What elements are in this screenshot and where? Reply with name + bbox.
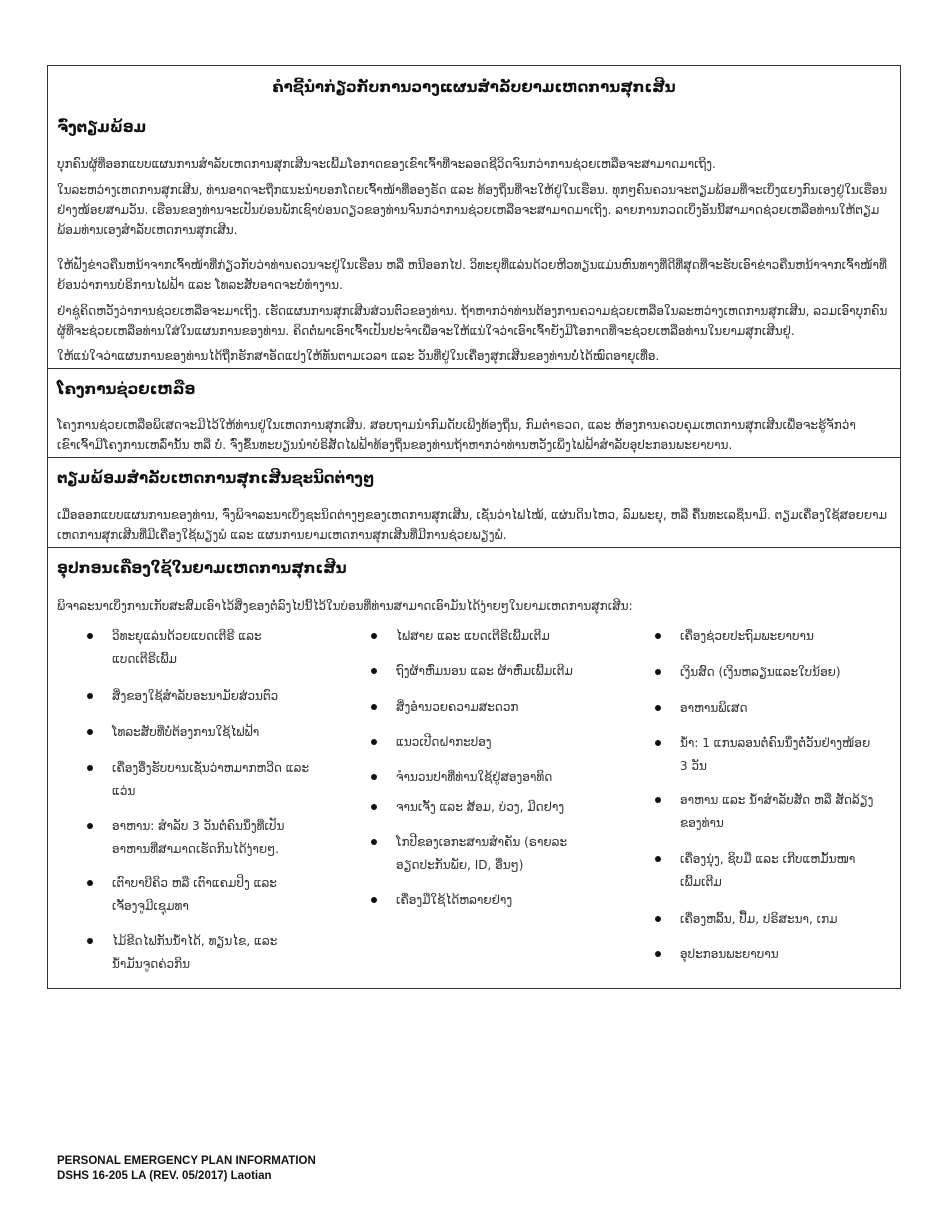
bullet-icon [371,633,377,639]
footer-form-number: DSHS 16-205 LA (REV. 05/2017) Laotian [57,1170,272,1182]
bullet-icon [87,880,93,886]
list-item: ວິທະຍຸແລ່ນດ້ວຍແບດເຕີຣີ ແລະ ແບດເຕີຣີເພີ້ມ [112,625,262,671]
bullet-icon [655,669,661,675]
bullet-icon [371,839,377,845]
paragraph: ໃຫ້ຟັງຂ່າວຄືນຫນ້າຈາກເຈົ້າໜ້າທີ່ກ່ຽວກັບວ່າທ່ານຄວນຈະຢູ່ໃນເຮືອນ ຫລື ຫນີອອກໄປ. ວິທະຍຸທີ່ແລ່ນດ້ວຍຫີວທຽນແມ່ນຫົນທາງທີ່ດີທີ່ສຸດທີ່ຈະຮັບເອົາຂ່າວຄືນຫນ້າຈາກເຈົ້າໜ້າທີ່ຍ້ອນວ່າການບໍຣິການໄຟຟ້າ ແລະ ໂທລະສັບອາດຈະບໍ່ທໍາງານ. [57,258,887,292]
bullet-icon [655,856,661,862]
list-item: ອຸປະກອນພະຍາບານ [680,943,779,966]
list-item: ອາຫານພິເສດ [680,697,747,720]
list-item: ເຄື່ອງຊ່ວຍປະຖົມພະຍາບານ [680,625,814,648]
paragraph: ຢ່າຊູ່ຄິດຫວັງວ່າການຊ່ວຍເຫລືອຈະມາເຖິງ. ເຮັດແຜນການສຸກເສີນສ່ວນຕົວຂອງທ່ານ. ຖ້າຫາກວ່າທ່ານຕ້ອງການຄວາມຊ່ວຍເຫລືອໃນລະຫວ່າງເຫດການສຸກເສີນ, ລວມເອົາບຸກຄົນຜູ້ທີ່ຈະຊ່ວຍເຫລືອທ່ານໃສ່ໃນແຜນການຂອງທ່ານ. ຄິດຕໍ່ພາເອົາເຈົ້າເປັນປະຈໍາເພື່ອຈະໃຫ້ແນ່ໃຈວ່າເອົາເຈົ້າຍັງມີໂອກາດທີ່ຈະຊ່ວຍເຫລືອທ່ານໃນຍາມສຸກເສີນຢູ່. [57,304,888,338]
section-divider [48,547,900,548]
list-item: ສິ່ງຂອງໃຊ້ສໍາລັບອະນາມັຍສ່ວນຕົວ [112,685,278,708]
bullet-icon [371,739,377,745]
list-item: ໂກປີຂອງເອກະສານສໍາຄັນ (ຣາຍລະ ອຽດປະກັນພັຍ, ID, ອື່ນໆ) [396,831,567,877]
section-heading-be-prepared: ຈົ່ງຕຽມພ້ອມ [57,118,147,136]
section-heading-emergency-supplies: ອຸປກອນເຄື່ອງໃຊ້ໃນຍາມເຫດການສຸກເສີນ [57,559,347,577]
list-item: ແນວເປີດຝາກະປອງ [396,731,492,754]
bullet-icon [371,897,377,903]
bullet-icon [87,633,93,639]
bullet-icon [655,633,661,639]
bullet-icon [655,951,661,957]
list-item: ອາຫານ ແລະ ນໍ້າສໍາລັບສັດ ຫລື ສັດລ້ຽງ ຂອງທ່ານ [680,789,873,835]
bullet-icon [371,668,377,674]
bullet-icon [87,729,93,735]
section-heading-emergency-types: ຕຽມພ້ອມສໍາລັບເຫດການສຸກເສີນຊະນິດຕ່າງໆ [57,469,375,487]
list-item: ເຄື່ອງຫລິ້ນ, ປື້ມ, ປຣິສະນາ, ເກມ [680,908,838,931]
document-title: ຄໍາຊີ້ນໍາກ່ຽວກັບການວາງແຜນສໍາລັບຍາມເຫດການສຸກເສີນ [272,78,676,96]
bullet-icon [655,797,661,803]
list-item: ເຄື່ອງອື່ງຮັບບານເຊັ່ນວ່າຫມາກຫວີດ ແລະ ແວ່ນ [112,757,309,803]
paragraph: ບຸກຄົນຜູ້ທີ່ອອກແບບແຜນການສໍາລັບເຫດການສຸກເສີນຈະເພີ້ມໂອກາດຂອງເຂົາເຈົ້າທີ່ຈະລອດຊີວິດຈົນກວ່າການຊ່ວຍເຫລືອຈະສາມາດມາເຖິງ. [57,157,716,171]
list-item: ສິ່ງອໍານວຍຄວາມສະດວກ [396,696,518,719]
paragraph: ພິຈາລະນາເບິ່ງການເກັບສະສົມເອົາໄວ້ສິ່ງຂອງຕໍ່ລົງໄປນີ້ໄວ້ໃນບ່ອນທີ່ທ່ານສາມາດເອົາມັນໄດ້ງ່າຍໆໃນຍາມເຫດການສຸກເສີນ: [57,599,633,613]
section-divider [48,368,900,369]
bullet-icon [87,765,93,771]
list-item: ຈານເຈັ້ງ ແລະ ສ້ອມ, ບ່ວງ, ມີດຢາງ [396,796,564,819]
list-item: ໂທລະສັບທີ່ບໍ່ຕ້ອງການໃຊ້ໄຟຟ້າ [112,721,259,744]
section-divider [48,457,900,458]
paragraph: ໃຫ້ແນ່ໃຈວ່າແຜນການຂອງທ່ານໄດ້ຖືກຮັກສາອັດແປງໃຫ້ທັນຕາມເວລາ ແລະ ວັນທີ່ຢູ່ໃນເຄື່ອງສຸກເສີນຂອງທ່ານບໍ່ໄດ້ໝົດອາຍຸເທື່ອ. [57,349,660,363]
bullet-icon [87,823,93,829]
list-item: ເຄື່ອງມືໃຊ້ໄດ້ຫລາຍຢ່າງ [396,889,512,912]
list-item: ເຄື່ອງນຸ່ງ, ຊິບມື ແລະ ເກີບແຫມັ້ນໜາ ເພີ້ມເຕີມ [680,848,855,894]
list-item: ຈໍານວນປາທີ່ທ່ານໃຊ້ຢູ່ສອງອາທິດ [396,766,552,789]
footer-form-title: PERSONAL EMERGENCY PLAN INFORMATION [57,1155,316,1167]
bullet-icon [371,704,377,710]
document-frame [47,65,901,989]
paragraph: ໃນລະຫວ່າງເຫດການສຸກເສີນ, ທ່ານອາດຈະຖືກແນະນໍາບອກໂດຍເຈົ້າໜ້າທີ່ອອງຣັດ ແລະ ທ້ອງຖິ່ນທີ່ຈະໃຫ້ຢູ່ໃນເຮືອນ. ທຸກໆຄົນຄວນຈະຕຽມພ້ອມທີ່ຈະເບິ່ງແຍງກົນເອງຢູ່ໃນເຮືອນຢ່າງໜ້ອຍສາມວັນ. ເຮືອນຂອງທ່ານຈະເປັນບ່ອນພັກເຊົາບ່ອນດຽວຂອງທ່ານຈົນກວ່າການຊ່ວຍເຫລືອຈະສາມາດມາເຖິງ. ລາຍການກວດເບິ່ງອັນນີ້ສາມາດຊ່ວຍເຫລືອທ່ານໃຫ້ຕຽມພ້ອມທ່ານເອງສໍາລັບເຫດການສຸກເສີນ. [57,183,888,237]
list-item: ອາຫານ: ສໍາລັບ 3 ວັນຕໍ່ຄົນນຶ່ງທີ່ເປັນ ອາຫານທີ່ສາມາດເຮັດກິນໄດ້ງ່າຍໆ. [112,815,284,861]
list-item: ນໍ້າ: 1 ແກນລອນຕໍ່ຄົນນຶ່ງຕໍ່ວັນຢ່າງໜ້ອຍ 3 ວັນ [680,732,870,778]
bullet-icon [655,705,661,711]
paragraph: ເມື່ອອອກແບບແຜນການຂອງທ່ານ, ຈົ່ງພິຈາລະນາເບິ່ງຊະນິດຕ່າງໆຂອງເຫດການສຸກເສີນ, ເຊັ່ນວ່າໄຟໄໝ້, ແຜ່ນດິນໄຫວ, ລົມພະຍຸ, ຫລື ຄື້ນທະເລຊຶນາມິ. ຕຽມເຄື່ອງໃຊ້ສອຍຍາມເຫດການສຸກເສີນທີ່ມີເຄື່ອງໃຊ້ພຽງພໍ ແລະ ແຜນການຍາມເຫດການສຸກເສີນທີ່ມີການຊ່ວຍພຽງພໍ. [57,508,887,542]
list-item: ໄມ້ຂີດໄຟກັນນໍ້າໄດ້, ທຽນໄຂ, ແລະ ນໍ້າມັນຈູດຄ່ວກິນ [112,930,277,976]
list-item: ເຕົາບາບີຄິວ ຫລື ເຕົາແຄມປິງ ແລະ ເຈັ້ອງຈູມີເຊຸມທາ [112,872,277,918]
list-item: ໄຟສາຍ ແລະ ແບດເຕີຣີເພີ້ມເຕີມ [396,625,550,648]
bullet-icon [87,693,93,699]
bullet-icon [371,774,377,780]
bullet-icon [655,740,661,746]
bullet-icon [87,938,93,944]
bullet-icon [655,916,661,922]
list-item: ເງິນສົດ (ເງິນຫລຽນແລະໃບນ້ອຍ) [680,661,841,684]
list-item: ຖົງຜ້າຫົ່ມນອນ ແລະ ຜ້າຫົ່ມເພີ້ມເຕີມ [396,660,573,683]
section-heading-assistance-programs: ໂຄງການຊ່ວຍເຫລືອ [57,380,196,398]
bullet-icon [371,804,377,810]
paragraph: ໂຄງການຊ່ວຍເຫລືອພິເສດຈະມີໄວ້ໃຫ້ທ່ານຢູ່ໃນເຫດການສຸກເສີນ. ສອບຖາມນໍາກົມດັບເພີງທ້ອງຖິ່ນ, ກົມຕໍາຣວດ, ແລະ ຫ້ອງການຄວບຄຸມເຫດການສຸກເສີນເພື່ອຈະຮູ້ຈັກວ່າເຂົາເຈົ້າມີໂຄງການເຫລົ່ານັ້ນ ຫລື ບໍ່. ຈົ່ງຂຶ້ນທະບຽນນໍາບໍຣິສັດໄຟຟ້າທ້ອງຖິ່ນຂອງທ່ານຖ້າຫາກວ່າທ່ານຫວັງເພິ່ງໄຟຟ້າສໍາລັບອຸປະກອນພະຍາບານ. [57,418,856,452]
